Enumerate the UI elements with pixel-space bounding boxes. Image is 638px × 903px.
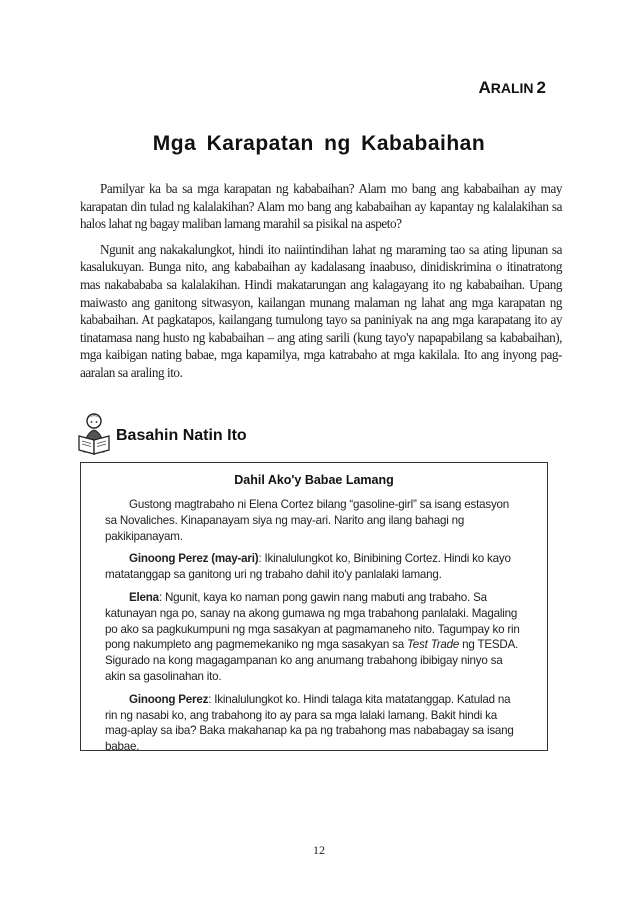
story-paragraph-3 [105, 590, 523, 685]
section-title: Basahin Natin Ito [116, 427, 247, 444]
dialogue-text: : Ikinalulungkot ko. Hindi talaga kita matatanggap. Katulad na rin ng nasabi ko, ang trabahong ito ay para sa mga lalaki lamang. Bakit hindi ka mag-aplay sa iba? Baka makahanap ka pa ng trabahong mas nababagay sa isang babae. [105, 692, 514, 754]
reading-box [80, 462, 548, 754]
lesson-label-rest: RALIN [490, 80, 534, 96]
section-header [76, 412, 376, 458]
story-paragraph-1: Gustong magtrabaho ni Elena Cortez bilang “gasoline-girl” sa isang estasyon sa Novaliches. Kinapanayam siya ng may-ari. Narito ang ilang bahagi ng pakikipanayam. [105, 498, 510, 543]
reading-person-icon [76, 412, 112, 456]
intro-text [80, 180, 562, 390]
lesson-label-initial: A [478, 78, 491, 97]
dialogue-text: ng TESDA. Sigurado na kong magagampanan ko ang anumang trabahong ibibigay ninyo sa akin sa gasolinahan ito. [105, 638, 519, 683]
dialogue-italic-text: Test Trade [406, 638, 460, 652]
story-paragraph-4 [105, 692, 523, 755]
speaker-name: Elena [129, 590, 159, 604]
intro-paragraph-1: Pamilyar ka ba sa mga karapatan ng kababaihan? Alam mo bang ang kababaihan ay may karapatan din tulad ng kalalakihan? Alam mo bang ang kababaihan ay kapantay ng kalalakihan sa halos lahat ng bagay maliban lamang marahil sa pisikal na aspeto? [80, 181, 562, 232]
story-text [81, 497, 547, 755]
page-number: 12 [313, 843, 325, 857]
dialogue-text: : Ikinalulungkot ko, Binibining Cortez. Hindi ko kayo matatanggap sa ganitong uri ng trabaho dahil ito'y panlalaki lamang. [105, 552, 511, 582]
story-paragraph-2 [105, 551, 523, 583]
speaker-name: Ginoong Perez (may-ari) [129, 552, 259, 566]
speaker-name: Ginoong Perez [129, 692, 209, 706]
dialogue-text: : Ngunit, kaya ko naman pong gawin nang mabuti ang trabaho. Sa katunayan nga po, sanay na akong gumawa ng mga trabahong panlalaki. Magaling po ako sa pagkukumpuni ng mga sasakyan at pagmamaneho nito. Tagumpay ko rin pong nakumpleto ang pagmemekaniko ng mga sasakyan sa [105, 590, 520, 652]
page-title: Mga Karapatan ng Kababaihan [152, 132, 486, 155]
intro-paragraph-2: Ngunit ang nakakalungkot, hindi ito naiintindihan lahat ng maraming tao sa ating lipunan sa kasalukuyan. Bunga nito, ang kababaihan ay kadalasang inaabuso, dinidiskrimina o itinatratong mas nakabababa sa kalalakihan. Hindi makatarungan ang kalagayang ito ng kababaihan. Upang maiwasto ang ganitong sitwasyon, kailangan munang malaman ng lahat ang mga karapatan ng kababaihan. At pagkatapos, kailangang tumulong tayo sa paniniyak na ang mga karapatang ito ay tinatamasa nang husto ng kababaihan – ang ating sarili (kung tayo'y napapabilang sa kababaihan), mga kaibigan nating babae, mga kapamilya, mga katrabaho at mga kakilala. Ito ang inyong pag-aaralan sa araling ito. [80, 241, 562, 380]
story-title: Dahil Ako'y Babae Lamang [234, 473, 394, 487]
lesson-label [478, 78, 546, 98]
lesson-number: 2 [536, 78, 546, 97]
